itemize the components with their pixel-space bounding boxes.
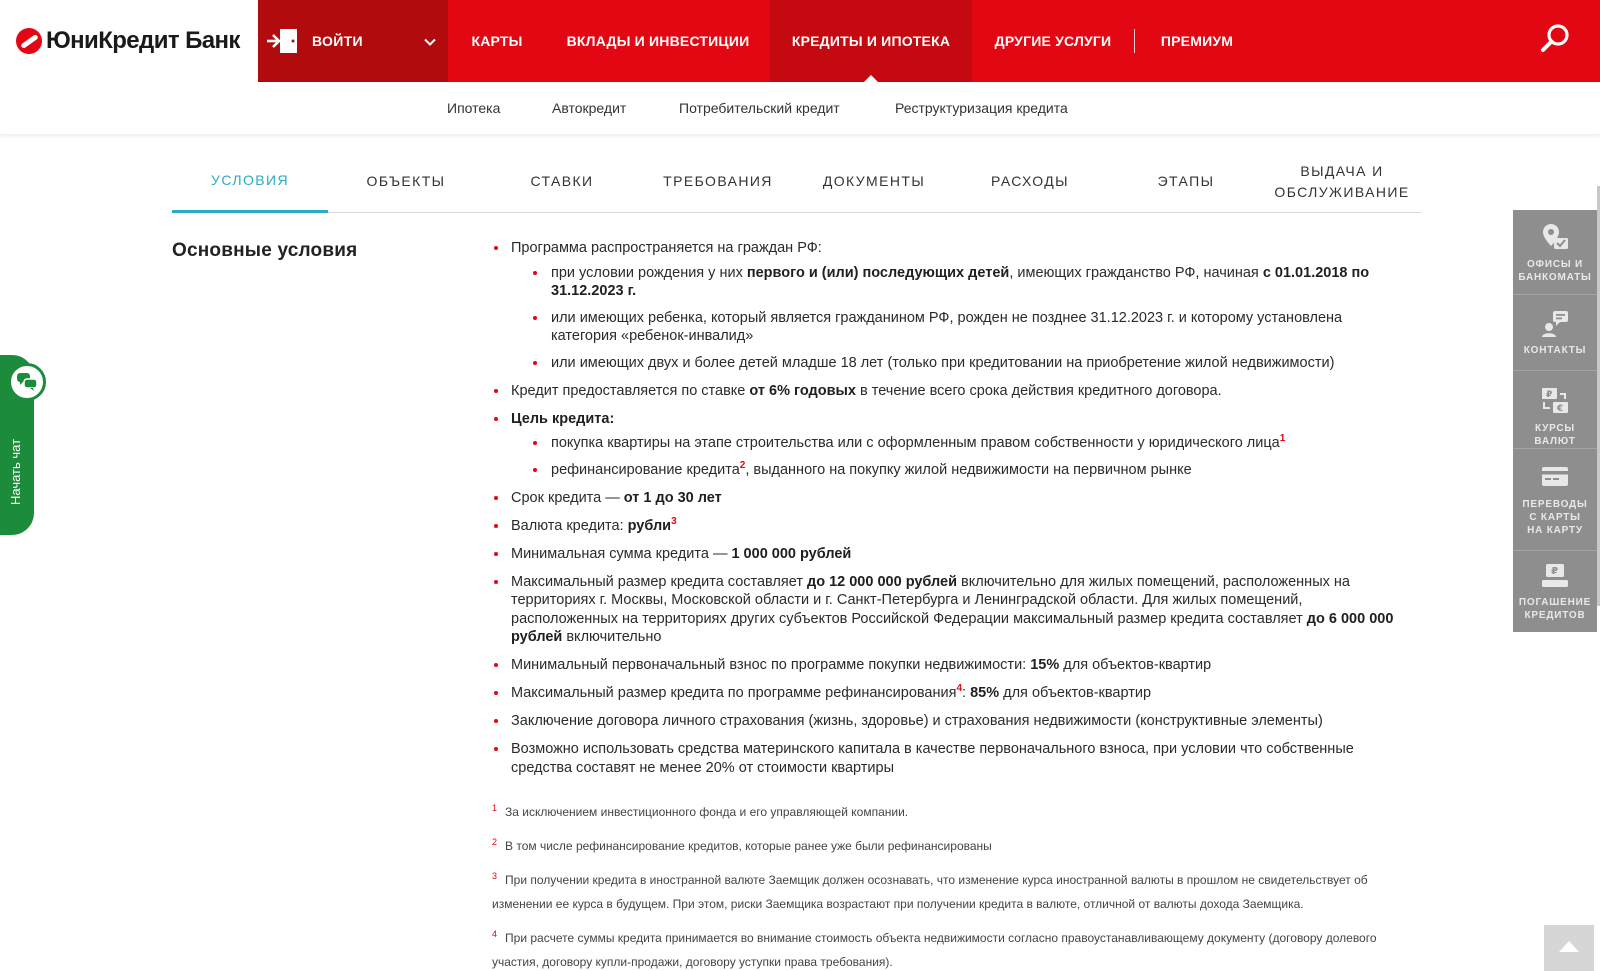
chat-label: Начать чат [8,438,23,505]
footnote-number: 3 [492,871,498,881]
nav-loans[interactable]: КРЕДИТЫ И ИПОТЕКА [770,0,972,82]
list-item [490,545,1410,564]
footnote-ref[interactable]: 3 [671,515,677,527]
tab-objects[interactable]: ОБЪЕКТЫ [366,173,446,189]
text-bold: с 01.01.2018 по 31.12.2023 г. [551,264,1370,299]
text: рефинансирование кредита [551,461,740,478]
login-button[interactable] [258,0,448,82]
text-bold: до 6 000 000 рублей [511,610,1394,645]
main-nav [448,0,1259,82]
text-bold: рубли [627,517,672,534]
text-bold: Цель кредита: [511,410,615,427]
text: Валюта кредита: [511,517,628,534]
quick-label: БАНКОМАТЫ [1518,272,1592,283]
chevron-up-icon [1558,939,1580,958]
footnote-text: В том числе рефинансирование кредитов, которые ранее уже были рефинансированы [505,839,992,853]
sub-list-item [511,264,1410,301]
divider [1513,370,1597,371]
text-bold: 1 000 000 рублей [731,545,852,562]
footnote-ref[interactable]: 4 [956,683,963,695]
text: Срок кредита — [511,489,624,506]
nav-other-services[interactable]: ДРУГИЕ УСЛУГИ [994,33,1112,49]
login-door-icon [266,26,300,56]
quick-currency-rates[interactable] [1513,386,1597,448]
subnav-restructuring[interactable]: Реструктуризация кредита [895,100,1068,116]
quick-label: КОНТАКТЫ [1523,345,1587,356]
footnote [492,868,1412,916]
login-label: ВОЙТИ [312,33,363,49]
quick-card-transfers[interactable] [1513,462,1597,537]
text: Кредит предоставляется по ставке [511,382,750,399]
nav-premium[interactable]: ПРЕМИУМ [1160,33,1234,49]
text: , имеющих гражданство РФ, начиная [1009,264,1263,281]
conditions-list [490,239,1410,787]
text-bold: 85% [970,685,1000,701]
text: покупка квартиры на этапе строительства или с оформленным правом собственности у юридического лица [551,435,1280,451]
logo-mark-icon [16,28,42,54]
svg-text:₽: ₽ [1545,390,1554,400]
divider [1513,550,1597,551]
list-item [490,382,1410,401]
card-transfer-icon [1540,462,1570,492]
footnote-text: При получении кредита в иностранной валюте Заемщик должен осознавать, что изменение курса иностранной валюты в прошлом не свидетельствует об изменении ее курса в будущем. При этом, риски Заемщика возрастают при получении кредита в валюте, отличной от валюты дохода Заемщика. [492,873,1368,911]
text: Минимальный первоначальный взнос по программе покупки недвижимости: [511,657,1031,673]
footnote-ref[interactable]: 1 [1279,433,1286,445]
search-icon [1539,23,1571,60]
scroll-to-top-button[interactable] [1544,925,1594,971]
tab-stages[interactable]: ЭТАПЫ [1157,173,1215,189]
quick-contacts[interactable] [1513,308,1597,357]
tab-requirements[interactable]: ТРЕБОВАНИЯ [663,173,773,189]
footnote-number: 4 [492,929,498,939]
list-item [490,410,1410,480]
text-bold: от 1 до 30 лет [623,489,722,506]
nav-cards[interactable]: КАРТЫ [471,33,523,49]
text: при условии рождения у них [551,264,747,281]
tab-issuance-line2: ОБСЛУЖИВАНИЕ [1274,183,1410,200]
sub-list-item [511,461,1410,480]
tab-documents[interactable]: ДОКУМЕНТЫ [822,173,926,189]
text: Максимальный размер кредита составляет [511,573,807,590]
list-item [490,239,1410,372]
list-item-text: Программа распространяется на граждан РФ: [511,240,822,256]
sub-list-item [511,434,1410,453]
quick-offices-atms[interactable] [1513,222,1597,284]
tabs-bar [172,150,1422,213]
text: или имеющих ребенка, который является гражданином РФ, рожден не позднее 31.12.2023 г. и которому установлена категория «ребенок-инвалид» [551,309,1343,344]
section-title: Основные условия [172,240,358,261]
footnote-text: За исключением инвестиционного фонда и его управляющей компании. [505,805,909,819]
subnav-mortgage[interactable]: Ипотека [447,100,501,116]
text: , выданного на покупку жилой недвижимости на первичном рынке [745,461,1192,478]
quick-label: ПЕРЕВОДЫ [1522,499,1588,510]
quick-label: КРЕДИТОВ [1524,610,1586,621]
subnav-consumer-loan[interactable]: Потребительский кредит [679,100,840,116]
quick-label: НА КАРТУ [1527,525,1583,536]
footnote-text: При расчете суммы кредита принимается во внимание стоимость объекта недвижимости согласно правоустанавливающему документу (договору долевого участия, договору купли-продажи, договору уступки права требования). [492,931,1377,969]
logo[interactable] [0,0,258,82]
list-item [490,573,1410,647]
quick-label: КУРСЫ [1534,423,1575,434]
divider [1513,294,1597,295]
subnav-car-loan[interactable]: Автокредит [552,100,627,116]
text-bold: от 6% годовых [749,382,856,399]
text: : [962,685,971,701]
footnote-number: 2 [492,837,498,847]
svg-text:₽: ₽ [1551,566,1559,577]
start-chat-button[interactable] [0,355,34,535]
tab-issuance-service[interactable] [1264,150,1420,213]
chevron-down-icon [424,35,436,47]
sub-nav [0,82,1600,134]
tab-expenses[interactable]: РАСХОДЫ [991,173,1069,189]
footnote [492,800,1412,824]
text: Возможно использовать средства материнского капитала в качестве первоначального взноса, при условии что собственные средства составят не менее 20% от стоимости квартиры [511,741,1354,776]
footnotes [492,800,1412,971]
text-bold: первого и (или) последующих детей [746,264,1010,281]
footnote-number: 1 [492,803,498,813]
list-item [490,684,1410,703]
footnote [492,926,1412,971]
contact-icon [1540,308,1570,338]
text: включительно [562,629,662,645]
text-bold: 15% [1030,657,1060,673]
nav-deposits[interactable]: ВКЛАДЫ И ИНВЕСТИЦИИ [566,33,750,49]
currency-icon [1539,386,1571,416]
list-item [490,740,1410,777]
sub-list [511,264,1410,373]
search-button[interactable] [1510,0,1600,82]
tab-issuance-line1: ВЫДАЧА И [1300,162,1384,179]
divider [1513,448,1597,449]
text: Минимальная сумма кредита — [511,545,732,562]
quick-label: ПОГАШЕНИЕ [1518,597,1592,608]
text: включительно для жилых помещений, расположенных на территориях г. Москвы, Московской области и г. Санкт-Петербурга и Ленинградской области. Для жилых помещений, расположенных на территориях других субъектов Российской Федерации максимальный размер кредита составляет [511,573,1350,627]
list-item [490,656,1410,675]
sub-list [511,434,1410,479]
quick-label: ОФИСЫ И [1526,259,1584,270]
top-header [0,0,1600,82]
text: Максимальный размер кредита по программе рефинансирования [511,685,957,701]
quick-loan-repayment[interactable] [1513,562,1597,622]
tab-rates[interactable]: СТАВКИ [530,173,594,189]
quick-links-panel [1513,210,1597,632]
sub-list-item [511,354,1410,373]
text: Заключение договора личного страхования (жизнь, здоровье) и страхования недвижимости (конструктивные элементы) [511,713,1323,729]
text: или имеющих двух и более детей младше 18 лет (только при кредитовании на приобретение жилой недвижимости) [551,354,1335,371]
sub-list-item [511,309,1410,346]
footnote [492,834,1412,858]
map-pin-icon [1540,222,1570,252]
tab-conditions[interactable]: УСЛОВИЯ [172,150,328,213]
quick-label: ВАЛЮТ [1534,436,1576,447]
loan-repay-icon [1540,562,1570,590]
list-item [490,712,1410,731]
svg-text:€: € [1556,404,1565,414]
chat-bubble-icon [8,363,46,401]
text: для объектов-квартир [1059,657,1212,673]
logo-text: ЮниКредит Банк [46,27,240,54]
text: для объектов-квартир [999,685,1152,701]
text: в течение всего срока действия кредитного договора. [855,382,1222,399]
list-item [490,489,1410,508]
footnote-ref[interactable]: 2 [739,459,746,471]
list-item [490,517,1410,536]
quick-label: С КАРТЫ [1529,512,1581,523]
text-bold: до 12 000 000 рублей [807,573,958,590]
